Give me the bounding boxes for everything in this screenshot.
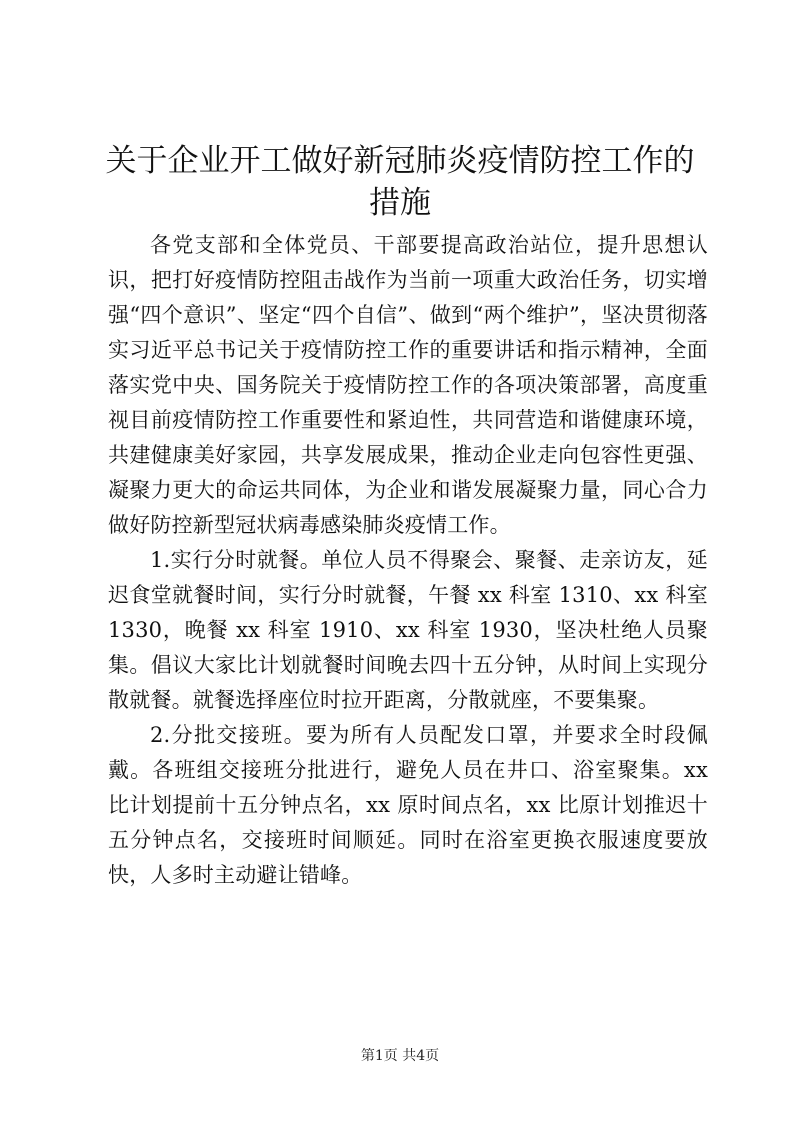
measure-2-paragraph: 2.分批交接班。要为所有人员配发口罩，并要求全时段佩戴。各班组交接班分批进行，避免人员在井口、浴室聚集。xx 比计划提前十五分钟点名，xx 原时间点名，xx 比原计划推迟十五分钟点名，交接班时间顺延。同时在浴室更换衣服速度要放快，人多时主动避让错峰。 [108,723,708,887]
intro-paragraph: 各党支部和全体党员、干部要提高政治站位，提升思想认识，把打好疫情防控阻击战作为当前一项重大政治任务，切实增强“四个意识”、坚定“四个自信”、做到“两个维护”，坚决贯彻落实习近平总书记关于疫情防控工作的重要讲话和指示精神，全面落实党中央、国务院关于疫情防控工作的各项决策部署，高度重视目前疫情防控工作重要性和紧迫性，共同营造和谐健康环境，共建健康美好家园，共享发展成果，推动企业走向包容性更强、凝聚力更大的命运共同体，为企业和谐发展凝聚力量，同心合力做好防控新型冠状病毒感染肺炎疫情工作。 [108,233,708,537]
document-title: 关于企业开工做好新冠肺炎疫情防控工作的措施 [105,143,695,221]
document-body [108,228,708,893]
measure-1-paragraph: 1.实行分时就餐。单位人员不得聚会、聚餐、走亲访友，延迟食堂就餐时间，实行分时就餐，午餐 xx 科室 1310、xx 科室1330，晚餐 xx 科室 1910、xx 科室 1930，坚决杜绝人员聚集。倡议大家比计划就餐时间晚去四十五分钟，从时间上实现分散就餐。就餐选择座位时拉开距离，分散就座，不要集聚。 [108,548,708,712]
page-footer: 第1页 共4页 [360,1048,440,1064]
